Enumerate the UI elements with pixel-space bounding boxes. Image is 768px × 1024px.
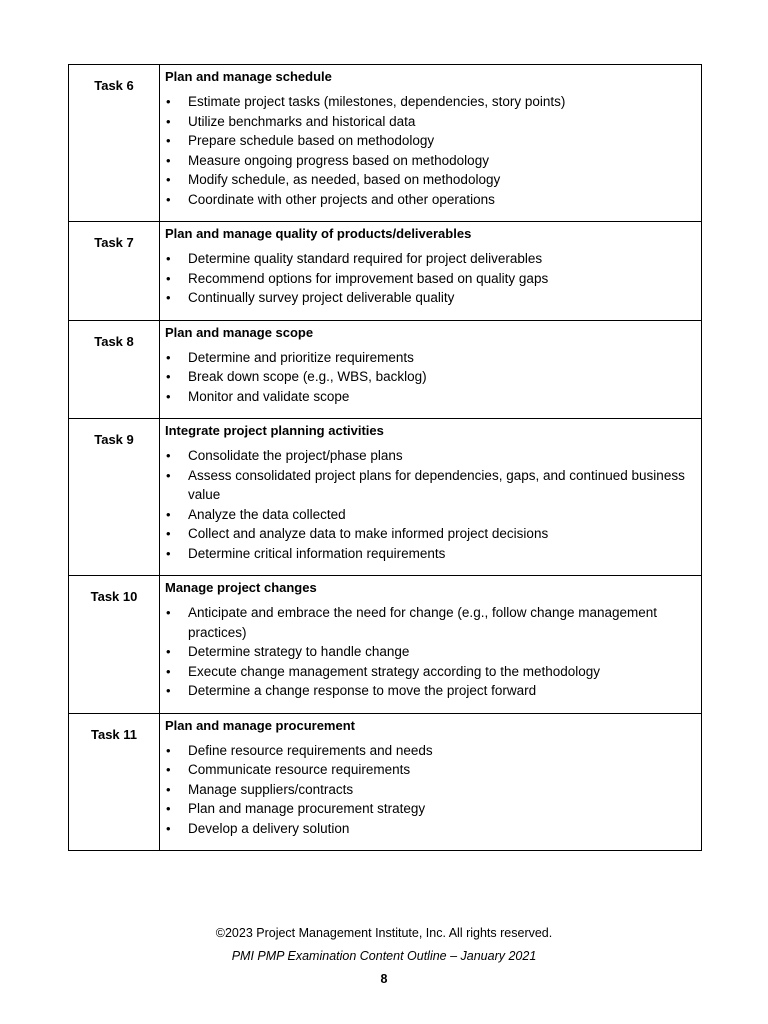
task-id: Task 6	[69, 65, 160, 222]
list-item-text: Determine critical information requirements	[188, 545, 446, 561]
list-item	[165, 367, 693, 387]
list-item-text: Utilize benchmarks and historical data	[188, 113, 416, 129]
list-item-text: Estimate project tasks (milestones, dependencies, story points)	[188, 94, 566, 109]
list-item	[165, 681, 693, 701]
list-item-text: Consolidate the project/phase plans	[188, 448, 403, 463]
list-item-text: Determine quality standard required for project deliverables	[188, 251, 543, 266]
list-item	[165, 92, 693, 112]
task-row	[69, 576, 702, 714]
list-item	[165, 760, 693, 780]
task-table-body	[69, 65, 702, 851]
task-content	[160, 713, 702, 851]
list-item	[165, 799, 693, 819]
task-bullet-list	[165, 741, 693, 839]
footer-document-title: PMI PMP Examination Content Outline – January 2021	[231, 949, 537, 963]
bullet-icon: •	[166, 742, 171, 758]
task-title: Plan and manage quality of products/deliverables	[165, 226, 472, 241]
list-item-text: Modify schedule, as needed, based on methodology	[188, 172, 501, 187]
task-id: Task 11	[69, 713, 160, 851]
bullet-icon: •	[166, 369, 171, 384]
bullet-icon: •	[166, 388, 171, 404]
task-row	[69, 419, 702, 576]
bullet-icon: •	[166, 270, 171, 286]
page-number: 8	[380, 972, 388, 986]
list-item-text: Assess consolidated project plans for dependencies, gaps, and continued business value	[188, 467, 685, 502]
list-item-text: Anticipate and embrace the need for change (e.g., follow change management practices)	[188, 605, 658, 640]
bullet-icon: •	[166, 781, 171, 797]
task-bullet-list	[165, 603, 693, 701]
bullet-icon: •	[166, 152, 171, 168]
task-id: Task 10	[69, 576, 160, 714]
task-row	[69, 65, 702, 222]
list-item-text: Analyze the data collected	[188, 506, 346, 522]
bullet-icon: •	[166, 820, 171, 836]
list-item	[165, 190, 693, 210]
bullet-icon: •	[166, 251, 171, 266]
list-item	[165, 151, 693, 171]
list-item-text: Break down scope (e.g., WBS, backlog)	[188, 369, 427, 384]
task-row	[69, 713, 702, 851]
bullet-icon: •	[166, 467, 171, 483]
list-item	[165, 170, 693, 190]
list-item-text: Communicate resource requirements	[188, 762, 411, 777]
list-item-text: Prepare schedule based on methodology	[188, 133, 435, 148]
list-item	[165, 741, 693, 761]
list-item-text: Monitor and validate scope	[188, 388, 350, 404]
list-item-text: Recommend options for improvement based on quality gaps	[188, 270, 549, 286]
bullet-icon: •	[166, 94, 171, 109]
task-bullet-list	[165, 249, 693, 308]
task-bullet-list	[165, 446, 693, 563]
list-item-text: Determine a change response to move the project forward	[188, 683, 537, 698]
task-table	[68, 64, 702, 851]
task-title: Integrate project planning activities	[165, 423, 384, 438]
task-content	[160, 65, 702, 222]
task-title: Plan and manage scope	[165, 324, 314, 340]
list-item	[165, 780, 693, 800]
task-content	[160, 419, 702, 576]
list-item	[165, 642, 693, 662]
list-item	[165, 544, 693, 564]
bullet-icon: •	[166, 349, 171, 365]
bullet-icon: •	[166, 605, 171, 620]
task-row	[69, 222, 702, 321]
bullet-icon: •	[166, 526, 171, 541]
list-item	[165, 505, 693, 525]
task-id: Task 9	[69, 419, 160, 576]
task-content	[160, 222, 702, 321]
task-row	[69, 320, 702, 419]
list-item	[165, 131, 693, 151]
task-bullet-list	[165, 348, 693, 407]
list-item	[165, 348, 693, 368]
list-item-text: Coordinate with other projects and other operations	[188, 191, 495, 207]
bullet-icon: •	[166, 683, 171, 698]
bullet-icon: •	[166, 506, 171, 522]
bullet-icon: •	[166, 113, 171, 129]
list-item	[165, 603, 693, 642]
bullet-icon: •	[166, 290, 171, 305]
list-item-text: Collect and analyze data to make informed project decisions	[188, 526, 549, 541]
bullet-icon: •	[166, 448, 171, 463]
footer-copyright: ©2023 Project Management Institute, Inc. All rights reserved.	[215, 926, 553, 940]
bullet-icon: •	[166, 172, 171, 187]
list-item	[165, 269, 693, 289]
list-item-text: Manage suppliers/contracts	[188, 781, 354, 797]
list-item-text: Determine strategy to handle change	[188, 644, 410, 659]
list-item	[165, 249, 693, 269]
list-item-text: Measure ongoing progress based on methodology	[188, 152, 489, 168]
bullet-icon: •	[166, 644, 171, 659]
task-content	[160, 576, 702, 714]
bullet-icon: •	[166, 762, 171, 777]
list-item-text: Determine and prioritize requirements	[188, 349, 414, 365]
bullet-icon: •	[166, 801, 171, 816]
task-content	[160, 320, 702, 419]
task-id: Task 8	[69, 320, 160, 419]
bullet-icon: •	[166, 545, 171, 561]
task-bullet-list	[165, 92, 693, 209]
bullet-icon: •	[166, 663, 171, 679]
list-item	[165, 288, 693, 308]
list-item-text: Continually survey project deliverable quality	[188, 290, 455, 305]
list-item	[165, 819, 693, 839]
list-item-text: Plan and manage procurement strategy	[188, 801, 426, 816]
list-item	[165, 112, 693, 132]
list-item	[165, 662, 693, 682]
task-title: Manage project changes	[165, 580, 317, 595]
list-item-text: Execute change management strategy according to the methodology	[188, 663, 601, 679]
list-item	[165, 387, 693, 407]
task-id: Task 7	[69, 222, 160, 321]
list-item	[165, 524, 693, 544]
bullet-icon: •	[166, 191, 171, 207]
list-item-text: Define resource requirements and needs	[188, 742, 433, 758]
list-item	[165, 466, 693, 505]
task-title: Plan and manage procurement	[165, 717, 355, 733]
task-title: Plan and manage schedule	[165, 69, 332, 84]
bullet-icon: •	[166, 133, 171, 148]
list-item-text: Develop a delivery solution	[188, 820, 350, 836]
list-item	[165, 446, 693, 466]
